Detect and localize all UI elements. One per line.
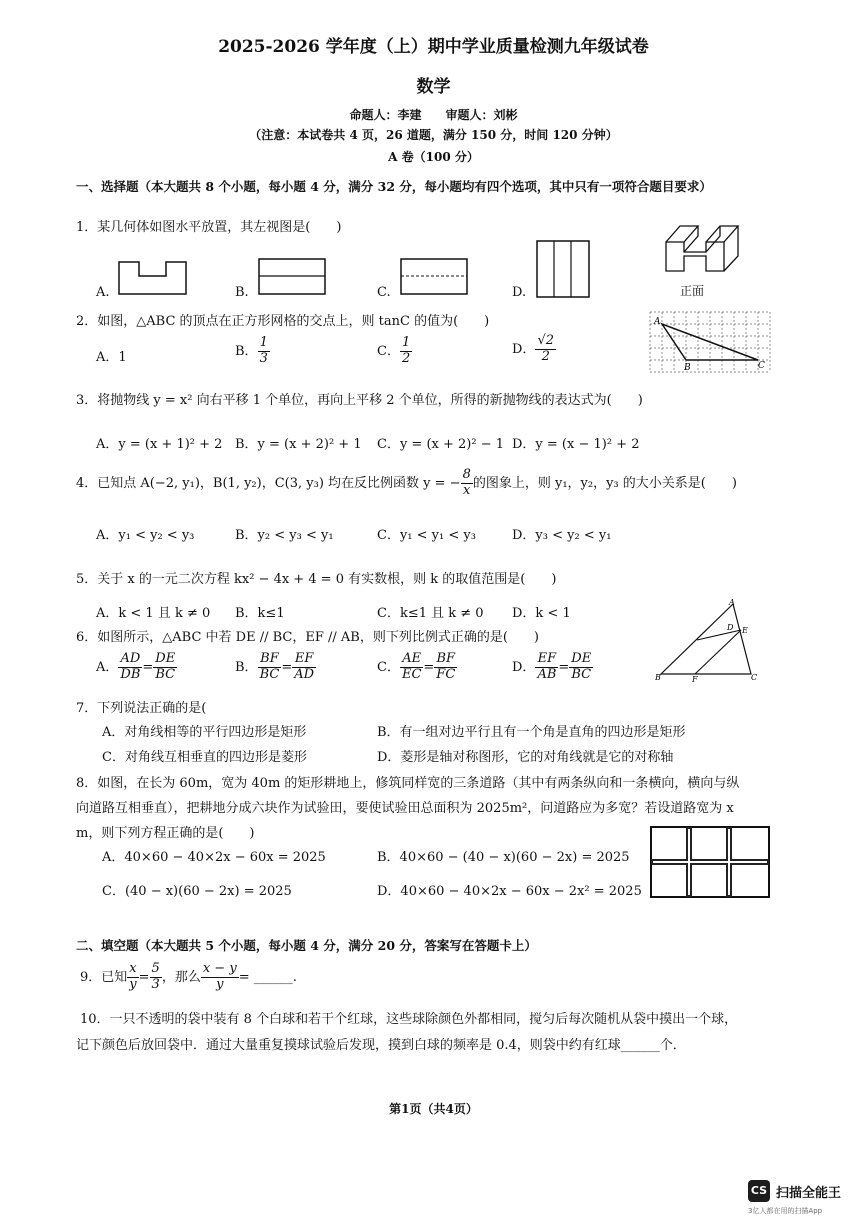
q6-stem: 6．如图所示，△ABC 中若 DE // BC，EF // AB，则下列比例式正确的是( ) (76, 630, 539, 645)
q2-option-d-label: D． (512, 341, 536, 357)
q6-option-b-num1: BF (258, 652, 282, 668)
q2-option-b-fraction (258, 336, 270, 367)
q6-option-c-num1: AE (400, 652, 423, 668)
q6-option-d-frac1 (535, 652, 558, 683)
q9-frac2 (150, 962, 162, 993)
q6-option-b-frac1 (258, 652, 282, 683)
q6-option-a-num1: AD (118, 652, 142, 668)
q6-option-c-frac1 (400, 652, 423, 683)
q2-point-a-label: A (654, 317, 661, 327)
q6-point-a-label: A (729, 598, 735, 607)
part2-heading: 二、填空题（本大题共 5 个小题，每小题 4 分，满分 20 分，答案写在答题卡上） (76, 938, 537, 953)
q1-option-c-label: C. (377, 285, 391, 300)
q6-option-c-label: C． (377, 659, 400, 675)
q7-stem: 7．下列说法正确的是( (76, 701, 207, 716)
q1-front-view-label: 正面 (680, 284, 705, 298)
q6-option-d-frac2 (569, 652, 593, 683)
q6-option-a (96, 652, 177, 683)
scanner-app-name: 扫描全能王 (776, 1186, 842, 1201)
q1-option-b-figure (258, 258, 326, 296)
q6-option-c-den2: FC (436, 666, 456, 682)
q4-fraction (461, 468, 473, 499)
authors: 命题人：李建 审题人：刘彬 (349, 108, 518, 122)
q6-option-b-label: B． (235, 659, 258, 675)
q2-option-a: A．1 (96, 350, 127, 365)
q6-option-b-den2: AD (294, 666, 315, 682)
q5-option-d: D．k < 1 (512, 606, 571, 621)
q2-option-c (377, 336, 412, 367)
q2-option-d-fraction (535, 334, 556, 365)
q2-option-b-numerator: 1 (259, 335, 268, 350)
q1-option-a-figure (118, 260, 188, 296)
q7-option-b: B．有一组对边平行且有一个角是直角的四边形是矩形 (377, 725, 686, 740)
q4-option-a: A．y₁ < y₂ < y₃ (96, 528, 195, 543)
q6-option-a-frac2 (153, 652, 177, 683)
exam-title: 2025-2026 学年度（上）期中学业质量检测九年级试卷 (218, 37, 649, 57)
q6-point-d-label: D (727, 623, 734, 632)
q8-option-d: D．40×60 − 40×2x − 60x − 2x² = 2025 (377, 884, 642, 899)
scanner-tagline: 3亿人都在用的扫描App (748, 1207, 823, 1215)
q6-point-e-label: E (742, 626, 748, 635)
q6-option-c-den1: EC (401, 666, 422, 682)
q9-frac1 (127, 962, 138, 993)
q3-option-a: A．y = (x + 1)² + 2 (96, 437, 223, 452)
q6-option-d-label: D． (512, 659, 536, 675)
q2-option-b (235, 336, 270, 367)
q4-option-d: D．y₃ < y₂ < y₁ (512, 528, 612, 543)
q8-option-c: C．(40 − x)(60 − 2x) = 2025 (102, 884, 292, 899)
part1-heading: 一、选择题（本大题共 8 个小题，每小题 4 分，满分 32 分，每小题均有四个选项，其中只有一项符合题目要求） (76, 179, 712, 194)
q2-option-b-denominator: 3 (259, 350, 268, 366)
q6-option-c-frac2 (434, 652, 457, 683)
q2-option-c-numerator: 1 (401, 335, 411, 350)
q9-frac2-num: 5 (151, 961, 160, 976)
q9-stem (80, 962, 297, 993)
q4-option-b: B．y₂ < y₃ < y₁ (235, 528, 334, 543)
q9-frac3-den: y (216, 976, 224, 992)
q6-option-b (235, 652, 316, 683)
q6-option-d-den1: AB (537, 666, 557, 682)
q6-option-d-num1: EF (535, 652, 558, 668)
q6-option-a-den2: BC (155, 666, 176, 682)
q3-option-b: B．y = (x + 2)² + 1 (235, 437, 362, 452)
q4-stem-prefix: 4．已知点 A(−2, y₁)，B(1, y₂)，C(3, y₃) 均在反比例函数 y = − (76, 475, 461, 491)
q1-option-d-label: D. (512, 285, 527, 300)
q2-point-b-label: B (684, 363, 691, 373)
q1-stem: 1．某几何体如图水平放置，其左视图是( ) (76, 220, 342, 235)
q8-field-figure (650, 826, 770, 898)
page-number: 第1页（共4页） (389, 1102, 478, 1116)
q6-option-c (377, 652, 457, 683)
scanner-logo-icon: CS (748, 1180, 770, 1202)
q3-option-d: D．y = (x − 1)² + 2 (512, 437, 640, 452)
q6-point-b-label: B (655, 673, 661, 682)
q3-option-c: C．y = (x + 2)² − 1 (377, 437, 504, 452)
q8-stem-line3: m，则下列方程正确的是( ) (76, 826, 255, 841)
q6-point-f-label: F (692, 675, 698, 684)
q4-stem-suffix: 的图象上，则 y₁，y₂，y₃ 的大小关系是( ) (472, 475, 737, 491)
q4-fraction-denominator: x (463, 482, 471, 498)
q6-option-d-eq: = (558, 659, 570, 675)
q2-option-c-fraction (400, 336, 412, 367)
q6-option-d (512, 652, 593, 683)
q9-frac2-den: 3 (151, 976, 160, 992)
q9-prefix: 9．已知 (80, 969, 128, 985)
q2-option-b-label: B． (235, 343, 258, 359)
q9-frac3 (201, 962, 239, 993)
q5-stem: 5．关于 x 的一元二次方程 kx² − 4x + 4 = 0 有实数根，则 k 的取值范围是( ) (76, 572, 557, 587)
q2-option-c-label: C． (377, 343, 400, 359)
q6-option-b-frac2 (292, 652, 316, 683)
q1-option-d-figure (536, 240, 590, 298)
q6-option-a-num2: DE (155, 651, 176, 666)
q2-option-c-denominator: 2 (401, 350, 411, 366)
q1-option-c-figure (400, 258, 468, 296)
q8-option-a: A．40×60 − 40×2x − 60x = 2025 (102, 850, 326, 865)
q9-frac1-num: x (127, 962, 138, 978)
q8-stem-line1: 8．如图，在长为 60m，宽为 40m 的矩形耕地上，修筑同样宽的三条道路（其中有两条纵向和一条横向，横向与纵 (76, 776, 740, 791)
q9-suffix: = ______. (238, 969, 297, 985)
subject-title: 数学 (416, 77, 451, 97)
q2-stem: 2．如图，△ABC 的顶点在正方形网格的交点上，则 tanC 的值为( ) (76, 314, 490, 329)
q6-option-a-label: A． (96, 659, 119, 675)
q7-option-c: C．对角线互相垂直的四边形是菱形 (102, 750, 307, 765)
q1-solid-figure (662, 216, 742, 276)
q10-stem-line1: 10．一只不透明的袋中装有 8 个白球和若干个红球，这些球除颜色外都相同，搅匀后每次随机从袋中摸出一个球， (80, 1012, 738, 1027)
q2-option-d (512, 334, 556, 365)
q2-option-d-denominator: 2 (541, 348, 550, 364)
q7-option-a: A．对角线相等的平行四边形是矩形 (102, 725, 307, 740)
q2-point-c-label: C (758, 361, 765, 371)
q4-fraction-numerator: 8 (462, 467, 471, 482)
q6-option-b-eq: = (281, 659, 293, 675)
section-a-title: A 卷（100 分） (388, 150, 479, 164)
q2-grid-figure (650, 312, 770, 372)
q6-option-a-frac1 (118, 652, 142, 683)
q6-option-c-eq: = (423, 659, 435, 675)
q5-option-a: A．k < 1 且 k ≠ 0 (96, 606, 211, 621)
q8-option-b: B．40×60 − (40 − x)(60 − 2x) = 2025 (377, 850, 630, 865)
q6-option-a-den1: DB (120, 666, 141, 682)
q7-option-d: D．菱形是轴对称图形，它的对角线就是它的对称轴 (377, 750, 674, 765)
q2-option-d-numerator: √2 (537, 333, 554, 348)
q10-stem-line2: 记下颜色后放回袋中．通过大量重复摸球试验后发现，摸到白球的频率是 0.4，则袋中约有红球______个． (76, 1038, 686, 1053)
q9-frac1-den: y (129, 976, 137, 992)
q6-option-c-num2: BF (434, 652, 457, 668)
q6-option-a-eq: = (142, 659, 154, 675)
q5-option-b: B．k≤1 (235, 606, 285, 621)
q3-stem: 3．将抛物线 y = x² 向右平移 1 个单位，再向上平移 2 个单位，所得的新抛物线的表达式为( ) (76, 393, 643, 408)
q6-point-c-label: C (751, 673, 758, 682)
q9-eq: = (138, 969, 150, 985)
q6-option-d-num2: DE (571, 651, 592, 666)
q6-option-b-num2: EF (292, 652, 316, 668)
q9-mid: ，那么 (161, 969, 201, 985)
scanner-watermark (748, 1180, 848, 1216)
q6-triangle-figure (655, 600, 760, 682)
q9-frac3-num: x − y (202, 961, 237, 976)
q1-option-a-label: A. (96, 285, 110, 300)
q1-option-b-label: B. (235, 285, 249, 300)
exam-note: （注意：本试卷共 4 页，26 道题，满分 150 分，时间 120 分钟） (249, 128, 618, 142)
q8-stem-line2: 向道路互相垂直），把耕地分成六块作为试验田，要使试验田总面积为 2025m²，问道路应为多宽？若设道路宽为 x (76, 801, 734, 816)
q4-option-c: C．y₁ < y₁ < y₃ (377, 528, 476, 543)
q6-option-b-den1: BC (259, 666, 280, 682)
q6-option-d-den2: BC (571, 666, 592, 682)
q4-stem (76, 468, 737, 499)
q5-option-c: C．k≤1 且 k ≠ 0 (377, 606, 484, 621)
